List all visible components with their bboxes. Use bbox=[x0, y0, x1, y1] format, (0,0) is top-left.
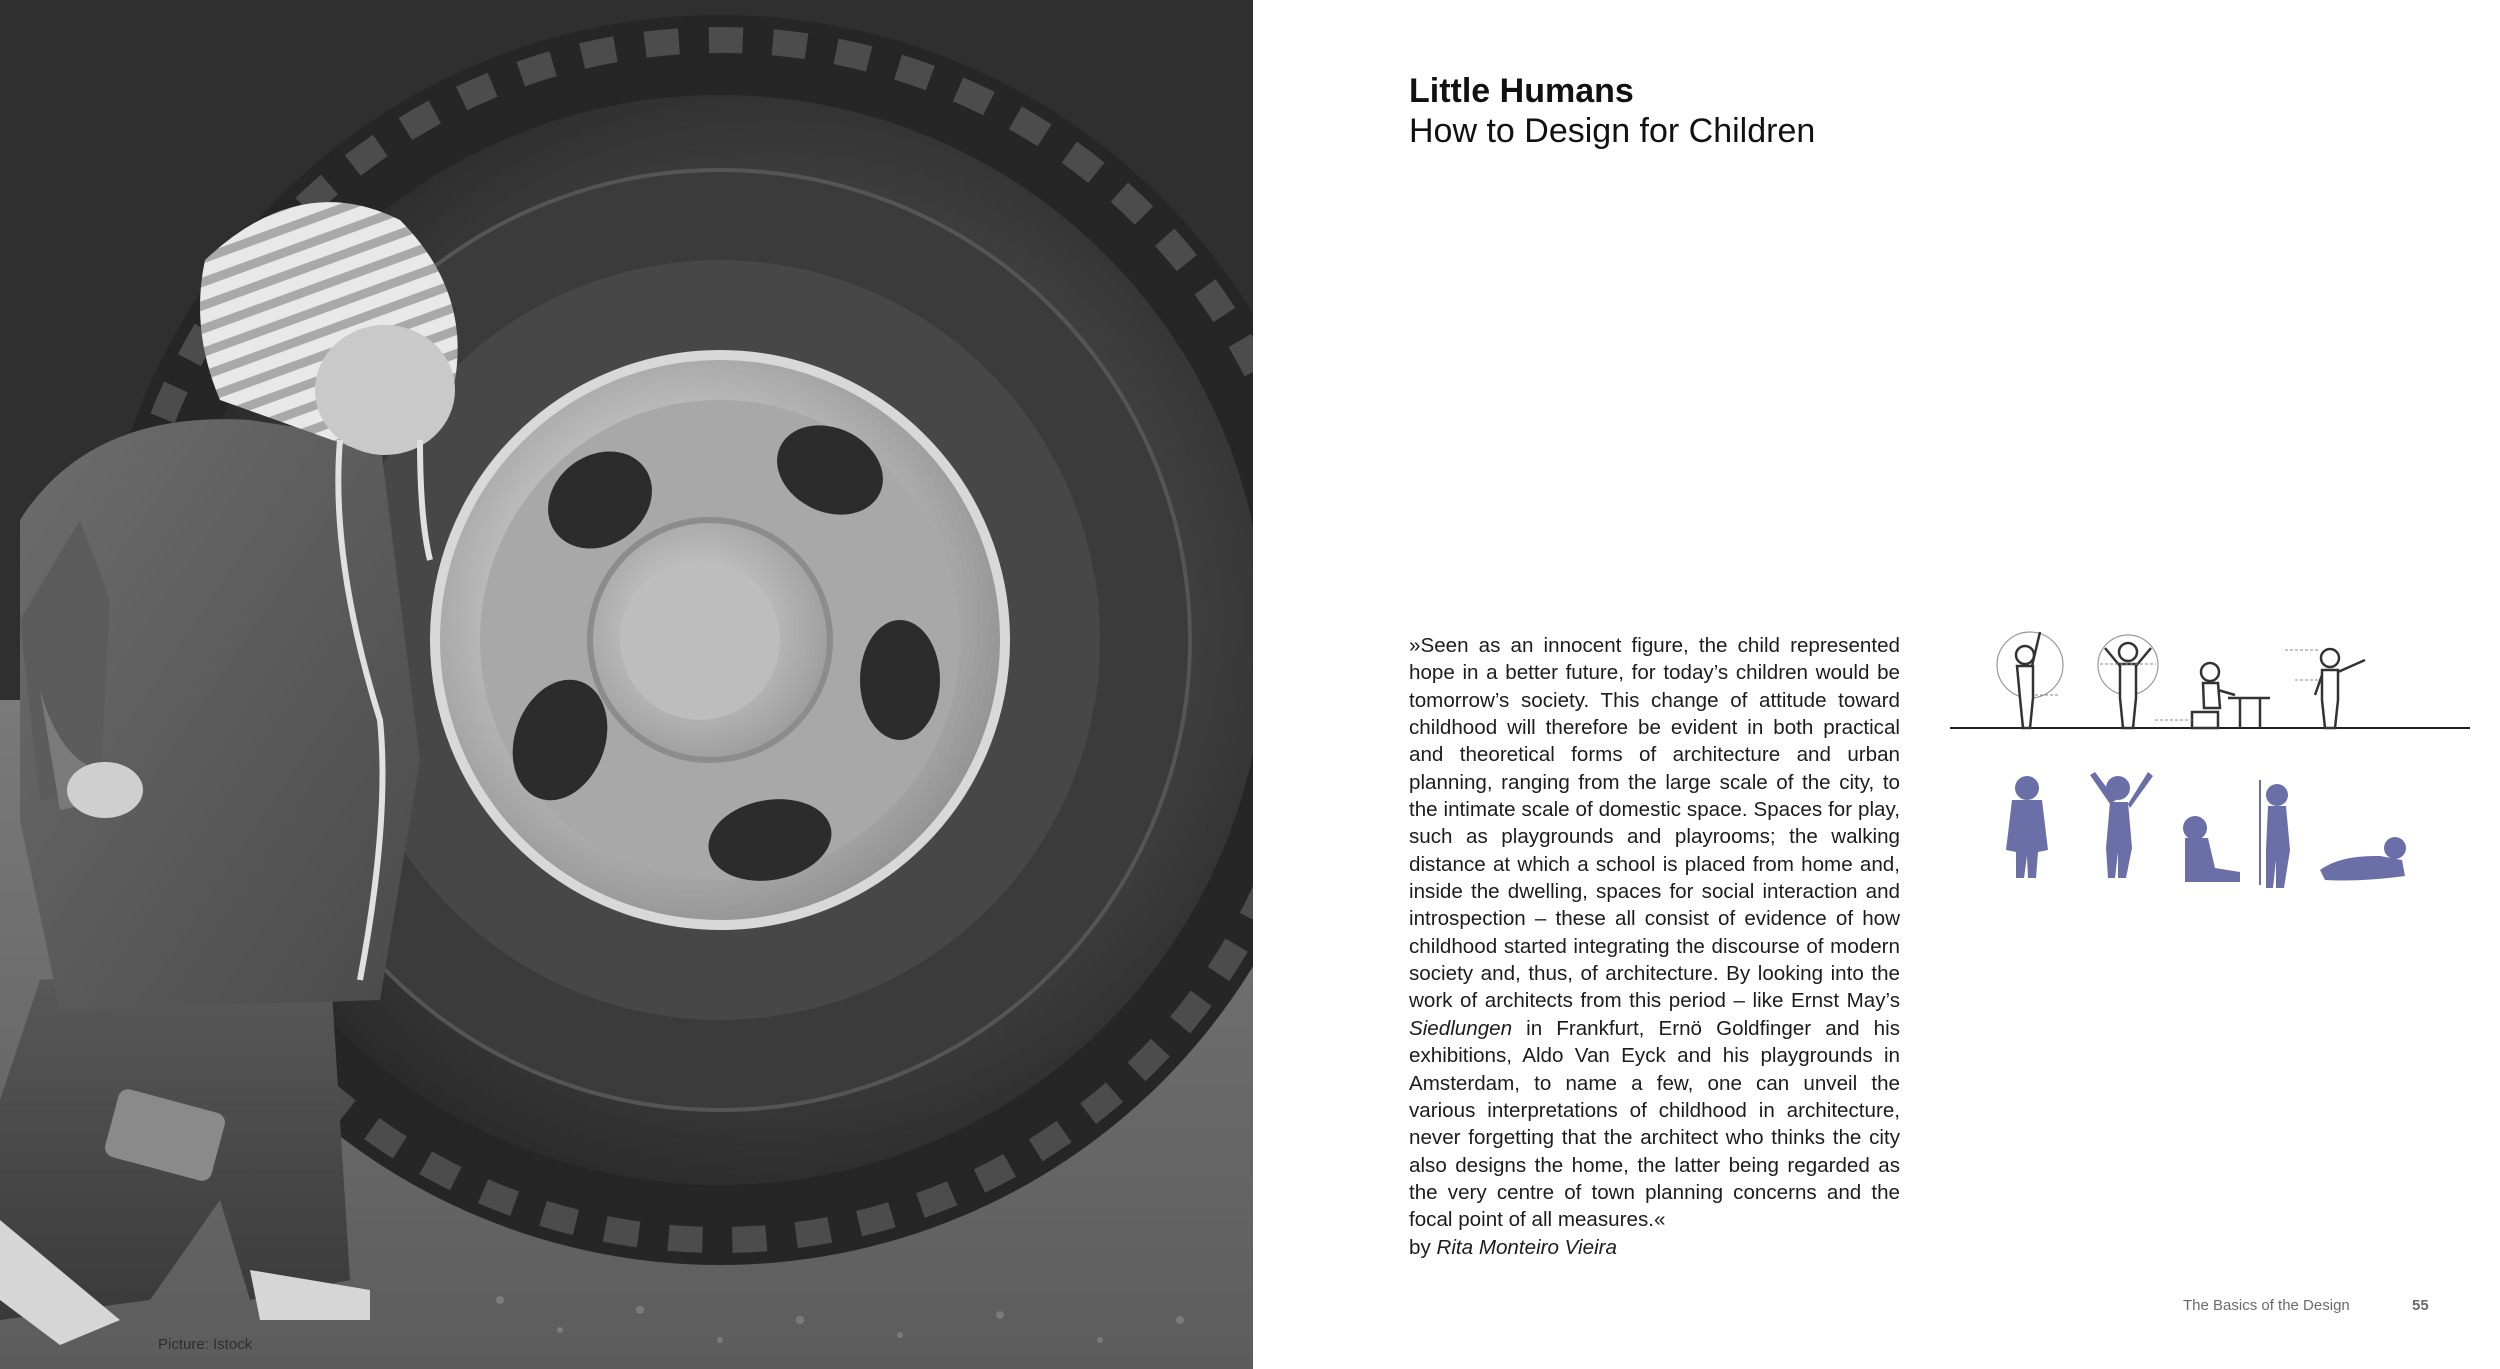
quote-text-part2: in Frankfurt, Ernö Goldfinger and his exhibitions, Aldo Van Eyck and his playgrounds in Amsterdam, to name a few, one can unveil the various interpretations of childhood in architecture, never forgetting that the architect who thinks the city also designs the home, the latter being regarded as the very centre of town planning concerns and the focal point of all measures.« bbox=[1409, 1016, 1900, 1232]
page-number: 55 bbox=[2412, 1297, 2429, 1314]
child-pointing-icon bbox=[2285, 649, 2365, 728]
child-cheering-silhouette bbox=[2090, 772, 2153, 878]
byline-prefix: by bbox=[1409, 1235, 1437, 1259]
baby-crawling-silhouette bbox=[2320, 837, 2406, 881]
child-arms-up-icon bbox=[2098, 635, 2158, 728]
footer-section-title: The Basics of the Design bbox=[2183, 1297, 2350, 1314]
child-standing-silhouette bbox=[2006, 776, 2048, 878]
child-measured-silhouette bbox=[2260, 780, 2290, 888]
child-sitting-silhouette bbox=[2183, 816, 2240, 882]
child-scale-figure bbox=[1940, 620, 2470, 910]
quote-text-part1: »Seen as an innocent figure, the child represented hope in a better future, for today’s children would be tomorrow’s society. This change of attitude toward childhood will therefore be evident in both practical and theoretical forms of architecture and urban planning, ranging from the large scale of the city, to the intimate scale of domestic space. Spaces for play, such as playgrounds and playrooms; the walking distance at which a school is placed from home and, inside the dwelling, spaces for social interaction and introspection – these all consist of evidence of how childhood started integrating the discourse of modern society and, thus, of architecture. By looking into the work of architects from this period – like Ernst May’s bbox=[1409, 634, 1900, 1013]
child-reaching-icon bbox=[1997, 632, 2063, 728]
quote-text-italic: Siedlungen bbox=[1409, 1016, 1513, 1040]
article-title: Little Humans bbox=[1409, 72, 1634, 110]
child-at-desk-icon bbox=[2155, 663, 2270, 728]
photo-credit: Picture: Istock bbox=[158, 1336, 253, 1353]
byline-author: Rita Monteiro Vieira bbox=[1436, 1235, 1617, 1259]
quote-byline bbox=[1409, 1236, 1617, 1259]
article-quote bbox=[1409, 632, 1900, 1261]
article-subtitle: How to Design for Children bbox=[1409, 112, 1816, 150]
